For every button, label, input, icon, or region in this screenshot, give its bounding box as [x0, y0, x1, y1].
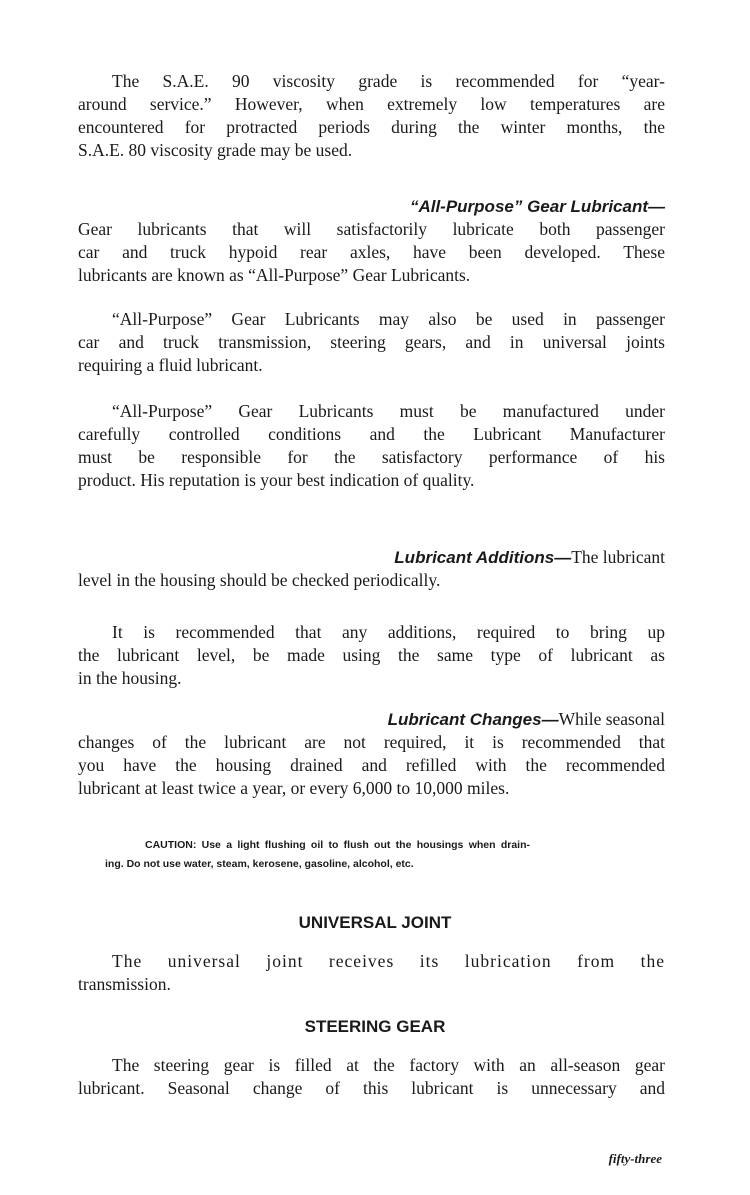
- section-title-steering-gear: STEERING GEAR: [304, 1017, 446, 1036]
- subheading-line: [78, 708, 665, 731]
- text-line: around service.” However, when extremely low temperatures are: [78, 94, 665, 114]
- paragraph-additions: [78, 546, 665, 592]
- text-line: The steering gear is filled at the factory with an all-season gear: [112, 1055, 665, 1075]
- text-line: lubricant. Seasonal change of this lubricant is unnecessary and: [78, 1078, 665, 1098]
- paragraph-steering-gear: [78, 1054, 665, 1100]
- text-line: must be responsible for the satisfactory performance of his: [78, 447, 665, 467]
- caution-line: ing. Do not use water, steam, kerosene, gasoline, alcohol, etc.: [105, 858, 414, 870]
- subheading-tail: While seasonal: [558, 709, 665, 729]
- paragraph-universal-joint: [78, 950, 665, 996]
- text-line: It is recommended that any additions, required to bring up: [112, 622, 665, 642]
- text-line: Gear lubricants that will satisfactorily lubricate both passenger: [78, 219, 665, 239]
- text-line: level in the housing should be checked periodically.: [78, 570, 441, 590]
- page-number: fifty-three: [608, 1151, 662, 1166]
- text-line: lubricant at least twice a year, or every 6,000 to 10,000 miles.: [78, 778, 510, 798]
- subheading: Lubricant Changes—: [387, 710, 559, 729]
- text-line: carefully controlled conditions and the Lubricant Manufacturer: [78, 424, 665, 444]
- paragraph-additions-type: [78, 621, 665, 690]
- paragraph-all-purpose-uses: [78, 308, 665, 377]
- subheading-line: [78, 195, 665, 218]
- text-line: product. His reputation is your best indication of quality.: [78, 470, 475, 490]
- text-line: lubricants are known as “All-Purpose” Gear Lubricants.: [78, 265, 471, 285]
- paragraph-changes: [78, 708, 665, 800]
- paragraph-all-purpose: [78, 195, 665, 287]
- subheading: Lubricant Additions—: [394, 548, 572, 567]
- paragraph-sae-grade: [78, 70, 665, 162]
- text-line: you have the housing drained and refilled with the recommended: [78, 755, 665, 775]
- caution-note: [105, 836, 530, 874]
- text-line: requiring a fluid lubricant.: [78, 355, 263, 375]
- text-line: The universal joint receives its lubrication from the: [112, 951, 665, 971]
- text-line: “All-Purpose” Gear Lubricants must be manufactured under: [112, 401, 665, 421]
- text-line: changes of the lubricant are not required, it is recommended that: [78, 732, 665, 752]
- caution-line: CAUTION: Use a light flushing oil to flush out the housings when drain-: [145, 839, 530, 851]
- text-line: car and truck transmission, steering gears, and in universal joints: [78, 332, 665, 352]
- subheading-tail: The lubricant: [571, 547, 665, 567]
- text-line: car and truck hypoid rear axles, have been developed. These: [78, 242, 665, 262]
- section-title-universal-joint: UNIVERSAL JOINT: [298, 913, 452, 932]
- text-line: “All-Purpose” Gear Lubricants may also be used in passenger: [112, 309, 665, 329]
- paragraph-manufacture: [78, 400, 665, 492]
- text-line: the lubricant level, be made using the same type of lubricant as: [78, 645, 665, 665]
- text-line: The S.A.E. 90 viscosity grade is recommended for “year-: [112, 71, 665, 91]
- text-line: encountered for protracted periods during the winter months, the: [78, 117, 665, 137]
- text-line: in the housing.: [78, 668, 182, 688]
- text-line: transmission.: [78, 974, 171, 994]
- subheading: “All-Purpose” Gear Lubricant—: [409, 197, 665, 216]
- text-line: S.A.E. 80 viscosity grade may be used.: [78, 140, 353, 160]
- subheading-line: [78, 546, 665, 569]
